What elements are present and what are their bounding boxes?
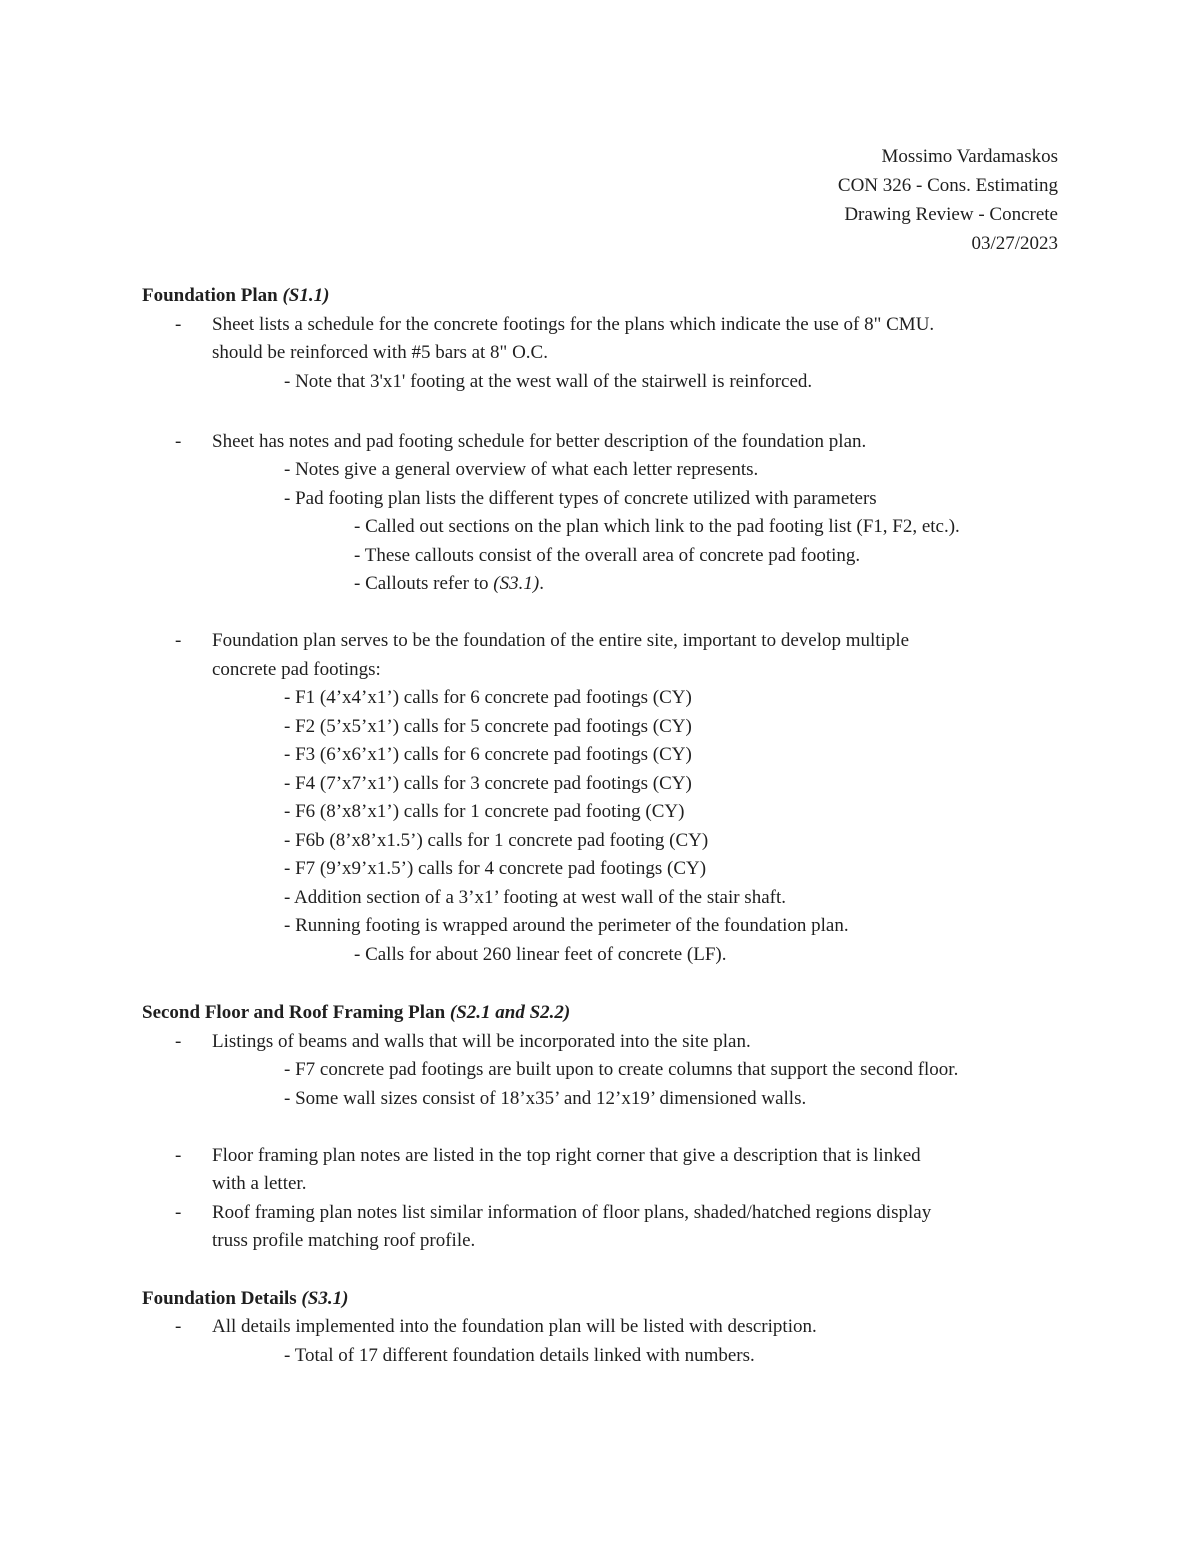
footing-item: - F4 (7’x7’x1’) calls for 3 concrete pad footings (CY)	[284, 772, 692, 794]
bullet-item: - Listings of beams and walls that will be incorporated into the site plan.	[175, 1030, 751, 1052]
sub-item: - Running footing is wrapped around the perimeter of the foundation plan.	[284, 915, 849, 936]
section-foundation-details	[142, 1285, 1062, 1371]
bullet-item: - Sheet lists a schedule for the concrete footings for the plans which indicate the use of 8" CMU. should be reinforced with #5 bars at 8" O.C.	[175, 313, 935, 363]
sheet-ref: (S3.1)	[493, 573, 540, 594]
bullet-text: should be reinforced with #5 bars at 8" O.C.	[212, 342, 548, 363]
document-date: 03/27/2023	[971, 233, 1058, 254]
sub-sub-item: - Calls for about 260 linear feet of concrete (LF).	[354, 943, 727, 965]
footing-item: - F6 (8’x8’x1’) calls for 1 concrete pad footing (CY)	[284, 801, 685, 822]
section-ref: (S2.1 and S2.2)	[449, 1002, 571, 1023]
sub-item: - Some wall sizes consist of 18’x35’ and 12’x19’ dimensioned walls.	[284, 1087, 807, 1109]
sub-sub-item: - Called out sections on the plan which link to the pad footing list (F1, F2, etc.).	[354, 516, 960, 537]
section-heading	[142, 282, 1062, 311]
section-title: Foundation Plan	[142, 285, 278, 306]
bullet-item: - Roof framing plan notes list similar information of floor plans, shaded/hatched regions display truss profile matching roof profile.	[175, 1201, 932, 1251]
bullet-text: Floor framing plan notes are listed in the top right corner that give a description that is linked	[212, 1144, 921, 1166]
sub-item: - F7 concrete pad footings are built upon to create columns that support the second floor.	[284, 1059, 959, 1080]
course-title: CON 326 - Cons. Estimating	[837, 175, 1058, 196]
section-heading	[142, 999, 1062, 1028]
sub-item: - Notes give a general overview of what each letter represents.	[284, 459, 759, 480]
footing-item: - F1 (4’x4’x1’) calls for 6 concrete pad footings (CY)	[284, 687, 692, 708]
bullet-item: - Sheet has notes and pad footing schedule for better description of the foundation plan.	[175, 430, 867, 452]
sub-item: - Pad footing plan lists the different types of concrete utilized with parameters	[284, 487, 877, 509]
sub-item: - Total of 17 different foundation details linked with numbers.	[284, 1344, 755, 1366]
bullet-text: truss profile matching roof profile.	[212, 1230, 476, 1251]
bullet-text: Listings of beams and walls that will be incorporated into the site plan.	[212, 1030, 751, 1052]
assignment-title: Drawing Review - Concrete	[844, 204, 1058, 225]
section-ref: (S3.1)	[301, 1287, 349, 1309]
section-framing-plan	[142, 999, 1062, 1256]
bullet-item: - Floor framing plan notes are listed in the top right corner that give a description that is linked with a letter.	[175, 1144, 921, 1194]
footing-item: - F6b (8’x8’x1.5’) calls for 1 concrete pad footing (CY)	[284, 829, 709, 851]
document-header	[838, 142, 1058, 258]
section-ref: (S1.1)	[282, 285, 330, 306]
bullet-text: Foundation plan serves to be the foundation of the entire site, important to develop multiple	[212, 630, 910, 651]
sub-sub-item: - Callouts refer to (S3.1).	[354, 573, 544, 594]
section-title: Second Floor and Roof Framing Plan	[142, 1002, 446, 1023]
footing-item: - F3 (6’x6’x1’) calls for 6 concrete pad footings (CY)	[284, 744, 692, 765]
sub-item: - Note that 3'x1' footing at the west wall of the stairwell is reinforced.	[284, 370, 813, 392]
sub-sub-item: - These callouts consist of the overall area of concrete pad footing.	[354, 544, 861, 566]
bullet-text: Sheet lists a schedule for the concrete footings for the plans which indicate the use of 8" CMU.	[212, 313, 935, 335]
section-heading	[142, 1285, 1062, 1314]
author-name: Mossimo Vardamaskos	[881, 146, 1058, 167]
sub-item: - Addition section of a 3’x1’ footing at west wall of the stair shaft.	[284, 886, 786, 908]
bullet-text: Sheet has notes and pad footing schedule for better description of the foundation plan.	[212, 430, 867, 452]
bullet-text: with a letter.	[212, 1173, 307, 1194]
footing-item: - F7 (9’x9’x1.5’) calls for 4 concrete pad footings (CY)	[284, 858, 707, 879]
document-body	[142, 282, 1062, 1370]
footing-item: - F2 (5’x5’x1’) calls for 5 concrete pad footings (CY)	[284, 715, 692, 737]
section-foundation-plan	[142, 282, 1062, 969]
bullet-item: - Foundation plan serves to be the foundation of the entire site, important to develop multiple concrete pad footings:	[175, 630, 910, 680]
bullet-item: - All details implemented into the foundation plan will be listed with description.	[175, 1316, 817, 1337]
bullet-text: All details implemented into the foundation plan will be listed with description.	[212, 1316, 817, 1337]
section-title: Foundation Details	[142, 1287, 297, 1309]
bullet-text: concrete pad footings:	[212, 658, 381, 680]
bullet-text: Roof framing plan notes list similar information of floor plans, shaded/hatched regions display	[212, 1201, 932, 1223]
